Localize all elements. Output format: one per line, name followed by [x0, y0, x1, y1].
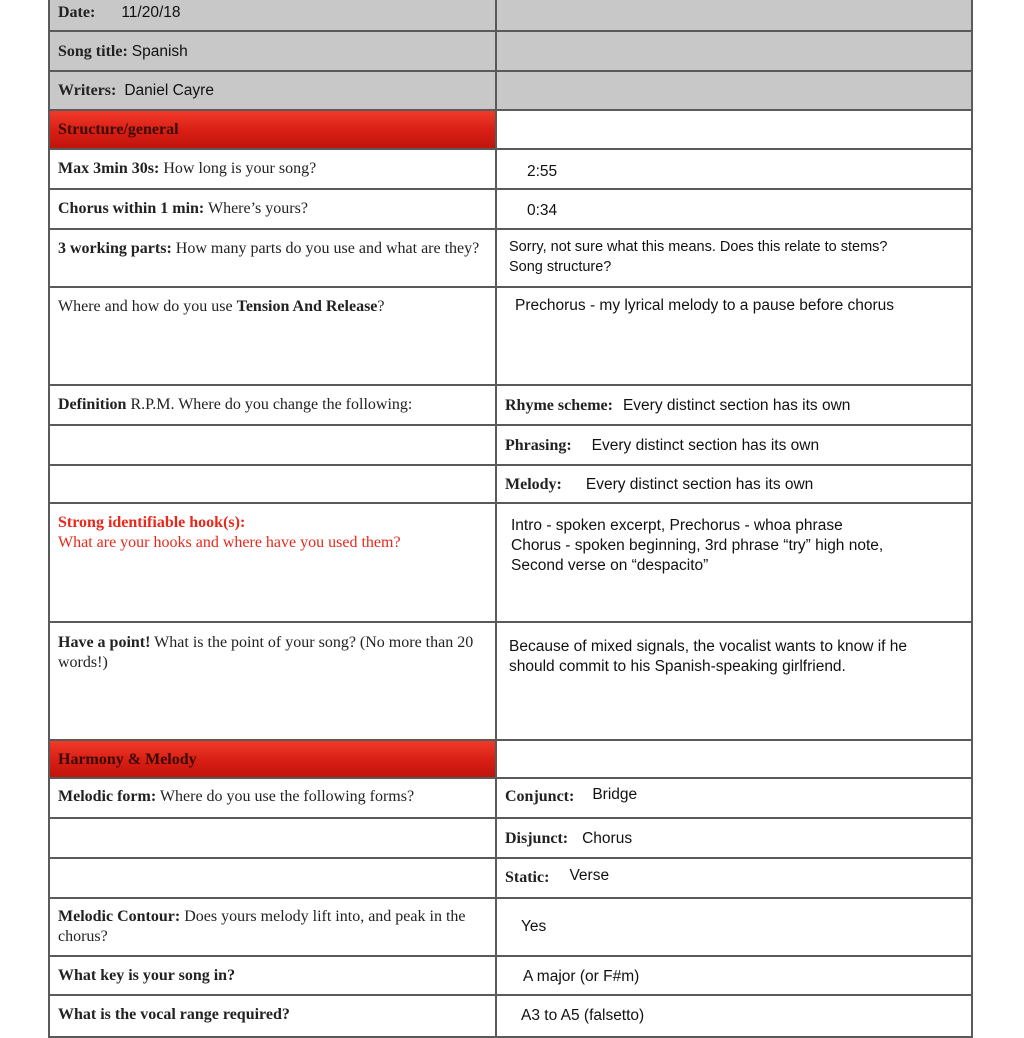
structure-section-right-cell [496, 110, 972, 149]
chorus-time-label: Chorus within 1 min: [58, 200, 205, 217]
point-answer-line2: should commit to his Spanish-speaking girlfriend. [509, 658, 846, 675]
hooks-answer-line1: Intro - spoken excerpt, Prechorus - whoa phrase [511, 517, 843, 534]
melodic-form-label: Melodic form: [58, 788, 157, 805]
working-parts-answer-line1: Sorry, not sure what this means. Does this relate to stems? [509, 239, 888, 255]
rpm-label: Definition [58, 396, 127, 413]
chorus-time-question: Where’s yours? [207, 200, 308, 217]
melodic-contour-answer-cell [496, 898, 972, 956]
point-answer-line1: Because of mixed signals, the vocalist wants to know if he [509, 638, 908, 655]
writers-value: Daniel Cayre [124, 82, 214, 99]
point-answer-cell [496, 622, 972, 740]
rpm-question: R.P.M. Where do you change the following: [130, 396, 413, 413]
chorus-time-question-cell [49, 189, 496, 229]
phrasing-left-cell [49, 425, 496, 465]
conjunct-cell [496, 778, 972, 818]
hooks-answer-line2: Chorus - spoken beginning, 3rd phrase “try” high note, [511, 537, 884, 554]
tension-release-question-post: ? [377, 298, 385, 315]
song-title-label: Song title: [58, 43, 128, 60]
chorus-time-row [49, 189, 972, 229]
length-row [49, 149, 972, 189]
melodic-contour-question-cell [49, 898, 496, 956]
tension-release-answer-cell [496, 287, 972, 385]
melodic-contour-label: Melodic Contour: [58, 908, 181, 925]
disjunct-row [49, 818, 972, 858]
song-title-cell [49, 31, 496, 71]
melodic-contour-question: Does yours melody lift into, and peak in the chorus? [58, 908, 466, 945]
tension-release-row [49, 287, 972, 385]
rhyme-scheme-answer: Every distinct section has its own [622, 397, 851, 414]
harmony-section-header [49, 740, 496, 778]
phrasing-row [49, 425, 972, 465]
hooks-question-cell [49, 503, 496, 622]
melody-left-cell [49, 465, 496, 503]
vocal-range-question: What is the vocal range required? [58, 1006, 290, 1023]
static-label: Static: [505, 869, 550, 886]
melody-row [49, 465, 972, 503]
phrasing-answer: Every distinct section has its own [591, 437, 820, 454]
point-question: What is the point of your song? (No more than 20 words!) [58, 634, 474, 671]
song-title-right-cell [496, 31, 972, 71]
disjunct-cell [496, 818, 972, 858]
rpm-row [49, 385, 972, 425]
harmony-section-row [49, 740, 972, 778]
song-title-row [49, 31, 972, 71]
hooks-question: What are your hooks and where have you used them? [58, 534, 401, 551]
date-label: Date: [58, 4, 96, 21]
melody-cell [496, 465, 972, 503]
writers-label: Writers: [58, 82, 117, 99]
harmony-section-right-cell [496, 740, 972, 778]
rpm-question-cell [49, 385, 496, 425]
structure-section-header [49, 110, 496, 149]
writers-row [49, 71, 972, 110]
vocal-range-question-cell [49, 995, 496, 1037]
melody-answer: Every distinct section has its own [585, 476, 814, 493]
melodic-form-row [49, 778, 972, 818]
phrasing-label: Phrasing: [505, 437, 572, 454]
date-cell [49, 0, 496, 31]
melodic-form-question-cell [49, 778, 496, 818]
working-parts-answer-cell [496, 229, 972, 287]
tension-release-answer: Prechorus - my lyrical melody to a pause before chorus [515, 297, 895, 314]
working-parts-question: How many parts do you use and what are they? [175, 240, 480, 257]
melodic-contour-row [49, 898, 972, 956]
structure-section-row [49, 110, 972, 149]
songwriting-worksheet [48, 0, 973, 1038]
chorus-time-answer-cell [496, 189, 972, 229]
date-row [49, 0, 972, 31]
length-question-cell [49, 149, 496, 189]
point-label: Have a point! [58, 634, 151, 651]
conjunct-label: Conjunct: [505, 788, 575, 805]
melodic-contour-answer: Yes [521, 918, 547, 935]
disjunct-label: Disjunct: [505, 830, 569, 847]
static-answer: Verse [569, 867, 610, 884]
key-answer-cell [496, 956, 972, 995]
length-answer-cell [496, 149, 972, 189]
song-title-value: Spanish [131, 43, 188, 60]
working-parts-question-cell [49, 229, 496, 287]
static-cell [496, 858, 972, 898]
vocal-range-answer-cell [496, 995, 972, 1037]
length-label: Max 3min 30s: [58, 160, 160, 177]
tension-release-question-pre: Where and how do you use [58, 298, 233, 315]
hooks-answer-cell [496, 503, 972, 622]
melody-label: Melody: [505, 476, 562, 493]
hooks-answer-line3: Second verse on “despacito” [511, 557, 709, 574]
working-parts-row [49, 229, 972, 287]
disjunct-left-cell [49, 818, 496, 858]
working-parts-label: 3 working parts: [58, 240, 172, 257]
key-answer: A major (or F#m) [523, 968, 640, 985]
vocal-range-answer: A3 to A5 (falsetto) [521, 1007, 645, 1024]
vocal-range-row [49, 995, 972, 1037]
tension-release-question-cell [49, 287, 496, 385]
writers-cell [49, 71, 496, 110]
date-value: 11/20/18 [121, 4, 181, 21]
point-row [49, 622, 972, 740]
conjunct-answer: Bridge [592, 786, 638, 803]
melodic-form-question: Where do you use the following forms? [159, 788, 415, 805]
chorus-time-answer: 0:34 [527, 202, 558, 219]
point-question-cell [49, 622, 496, 740]
key-question-cell [49, 956, 496, 995]
key-question: What key is your song in? [58, 967, 236, 984]
length-question: How long is your song? [163, 160, 317, 177]
working-parts-answer-line2: Song structure? [509, 259, 612, 275]
static-left-cell [49, 858, 496, 898]
length-answer: 2:55 [527, 163, 558, 180]
hooks-label: Strong identifiable hook(s): [58, 514, 246, 531]
rhyme-scheme-cell [496, 385, 972, 425]
static-row [49, 858, 972, 898]
hooks-row [49, 503, 972, 622]
phrasing-cell [496, 425, 972, 465]
structure-section-label: Structure/general [58, 121, 179, 138]
key-row [49, 956, 972, 995]
harmony-section-label: Harmony & Melody [58, 751, 197, 768]
disjunct-answer: Chorus [582, 830, 633, 847]
rhyme-scheme-label: Rhyme scheme: [505, 397, 613, 414]
tension-release-question-bold: Tension And Release [236, 298, 378, 315]
writers-right-cell [496, 71, 972, 110]
date-right-cell [496, 0, 972, 31]
